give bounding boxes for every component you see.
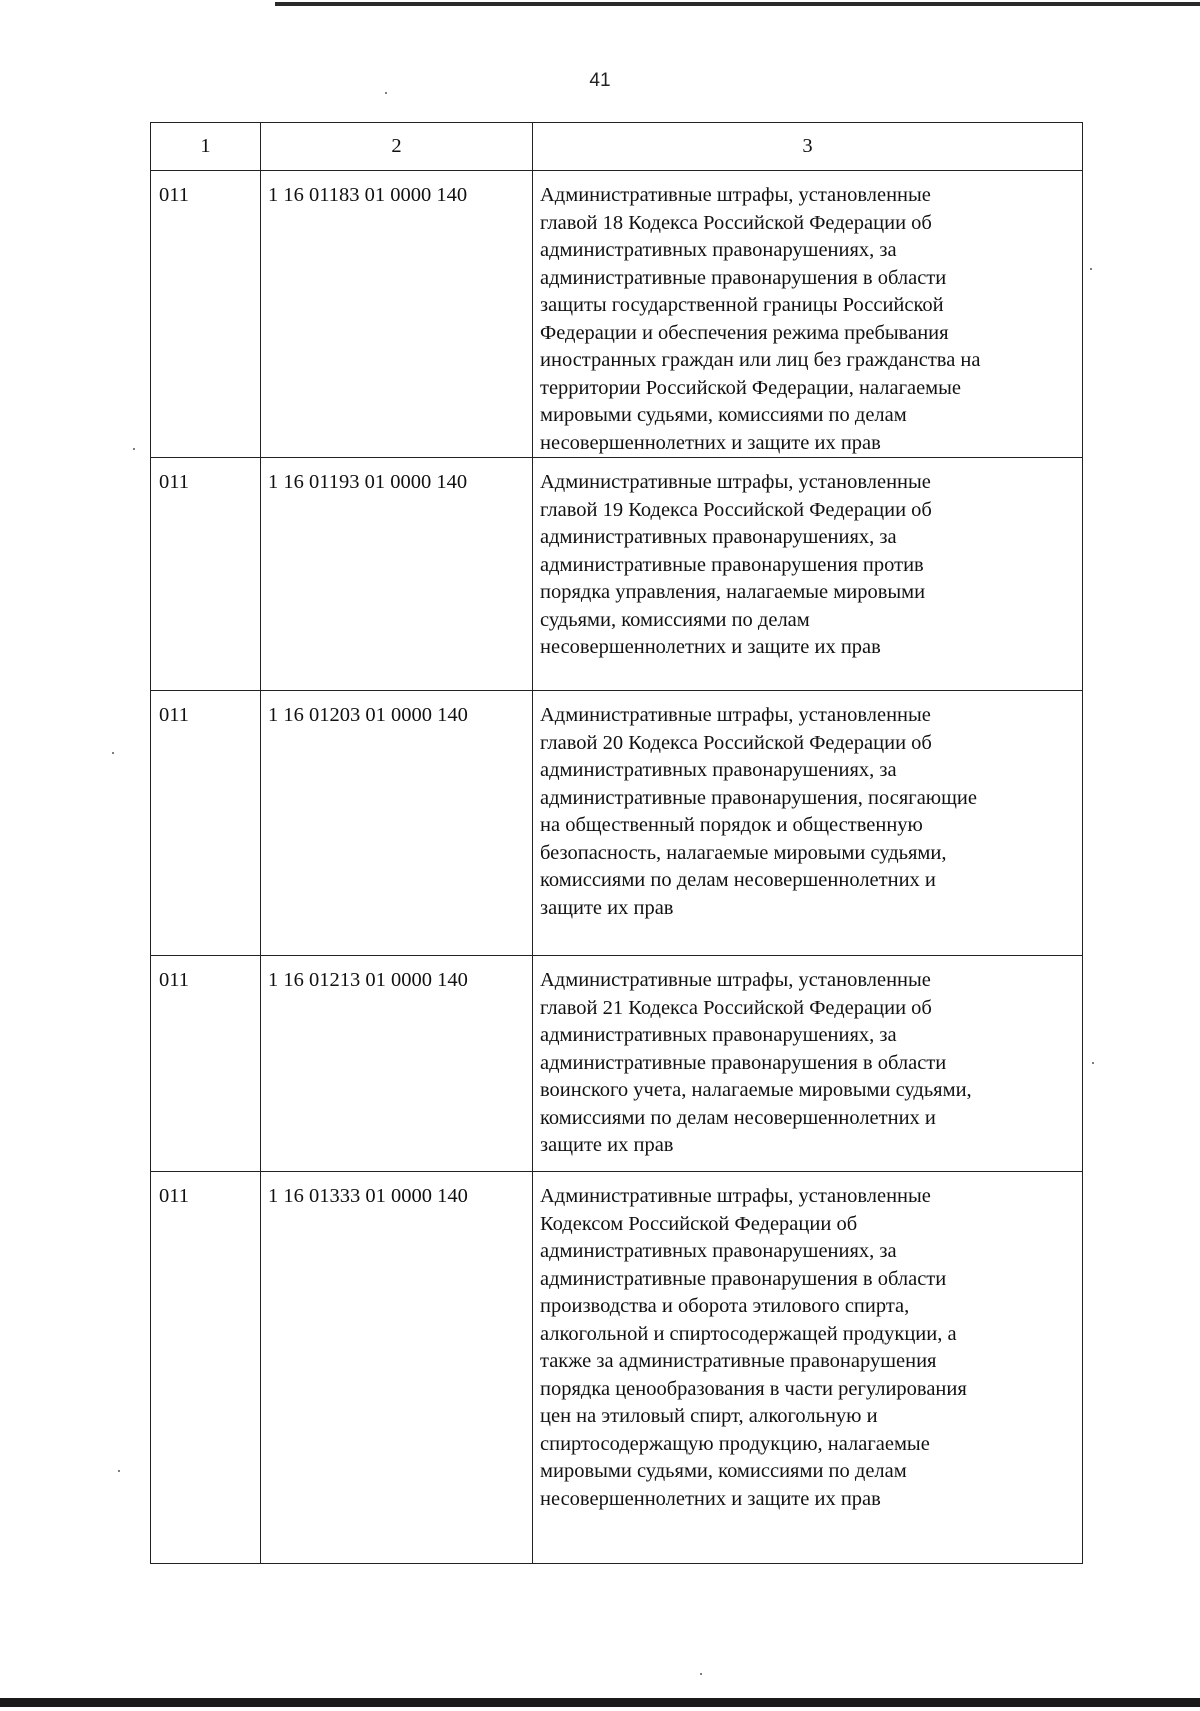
description-cell <box>533 171 1083 458</box>
description-line: административные правонарушения, посягающие <box>540 786 977 809</box>
table-row <box>151 1172 1083 1564</box>
kbk-code-cell: 1 16 01193 01 0000 140 <box>261 458 533 691</box>
description-line: порядка управления, налагаемые мировыми <box>540 581 926 603</box>
admin-code-cell: 011 <box>151 1172 261 1564</box>
description-line: спиртосодержащую продукцию, налагаемые <box>540 1432 930 1455</box>
table-row <box>151 691 1083 956</box>
description-line: главой 21 Кодекса Российской Федерации об <box>540 996 932 1019</box>
table-row <box>151 171 1083 458</box>
description-cell <box>533 458 1083 691</box>
budget-codes-table <box>150 122 1083 1564</box>
description-line: комиссиями по делам несовершеннолетних и <box>540 869 936 891</box>
description-line: административные правонарушения в области <box>540 1051 947 1074</box>
kbk-code-cell: 1 16 01203 01 0000 140 <box>261 691 533 956</box>
description-line: административных правонарушениях, за <box>540 239 897 261</box>
scan-speck <box>133 448 135 450</box>
description-line: административные правонарушения в области <box>540 1267 947 1290</box>
kbk-code-cell: 1 16 01333 01 0000 140 <box>261 1172 533 1564</box>
description-line: административных правонарушениях, за <box>540 1240 897 1262</box>
description-line: на общественный порядок и общественную <box>540 814 923 836</box>
scan-speck <box>1090 268 1092 270</box>
column-header-1: 1 <box>151 123 261 171</box>
description-line: несовершеннолетних и защите их прав <box>540 1487 881 1510</box>
description-line: несовершеннолетних и защите их прав <box>540 431 881 454</box>
scan-speck <box>700 1673 702 1675</box>
table-header-row <box>151 123 1083 171</box>
description-line: также за административные правонарушения <box>540 1350 937 1372</box>
description-line: административные правонарушения в области <box>540 266 947 289</box>
description-line: защите их прав <box>540 896 674 919</box>
table-row <box>151 956 1083 1172</box>
description-line: судьями, комиссиями по делам <box>540 608 810 631</box>
scan-speck <box>112 752 114 754</box>
page-number: 41 <box>589 70 611 91</box>
description-line: Административные штрафы, установленные <box>540 471 931 493</box>
admin-code-cell: 011 <box>151 458 261 691</box>
kbk-code-cell: 1 16 01183 01 0000 140 <box>261 171 533 458</box>
description-line: порядка ценообразования в части регулирования <box>540 1377 967 1400</box>
description-line: мировыми судьями, комиссиями по делам <box>540 404 907 426</box>
description-line: главой 18 Кодекса Российской Федерации об <box>540 211 932 234</box>
description-line: защите их прав <box>540 1134 674 1156</box>
description-line: производства и оборота этилового спирта, <box>540 1295 910 1317</box>
description-line: мировыми судьями, комиссиями по делам <box>540 1460 907 1482</box>
admin-code-cell: 011 <box>151 171 261 458</box>
description-line: административных правонарушениях, за <box>540 759 897 781</box>
bottom-scan-border <box>0 1698 1200 1707</box>
column-header-3: 3 <box>533 123 1083 171</box>
description-line: Федерации и обеспечения режима пребывания <box>540 321 949 344</box>
description-line: защиты государственной границы Российской <box>540 294 944 316</box>
description-line: безопасность, налагаемые мировыми судьями, <box>540 841 947 864</box>
description-line: административных правонарушениях, за <box>540 1024 897 1046</box>
description-line: Кодексом Российской Федерации об <box>540 1212 858 1235</box>
admin-code-cell: 011 <box>151 956 261 1172</box>
description-line: главой 19 Кодекса Российской Федерации об <box>540 498 932 521</box>
description-line: цен на этиловый спирт, алкогольную и <box>540 1405 878 1427</box>
description-cell <box>533 956 1083 1172</box>
description-line: Административные штрафы, установленные <box>540 1185 931 1207</box>
kbk-code-cell: 1 16 01213 01 0000 140 <box>261 956 533 1172</box>
description-line: Административные штрафы, установленные <box>540 184 931 206</box>
top-scan-border <box>275 2 1200 6</box>
description-line: Административные штрафы, установленные <box>540 969 931 991</box>
description-cell <box>533 1172 1083 1564</box>
description-line: комиссиями по делам несовершеннолетних и <box>540 1106 936 1129</box>
description-line: административных правонарушениях, за <box>540 526 897 548</box>
description-line: Административные штрафы, установленные <box>540 704 931 726</box>
admin-code-cell: 011 <box>151 691 261 956</box>
description-line: административные правонарушения против <box>540 553 924 576</box>
column-header-2: 2 <box>261 123 533 171</box>
description-line: несовершеннолетних и защите их прав <box>540 636 881 658</box>
description-line: главой 20 Кодекса Российской Федерации об <box>540 731 932 754</box>
description-line: воинского учета, налагаемые мировыми судьями, <box>540 1079 972 1101</box>
table-row <box>151 458 1083 691</box>
description-line: территории Российской Федерации, налагаемые <box>540 376 962 399</box>
scan-speck <box>1092 1062 1094 1064</box>
description-line: алкогольной и спиртосодержащей продукции, а <box>540 1322 957 1345</box>
description-cell <box>533 691 1083 956</box>
scan-speck <box>118 1470 120 1472</box>
scan-speck <box>385 92 387 94</box>
description-line: иностранных граждан или лиц без гражданства на <box>540 349 981 371</box>
